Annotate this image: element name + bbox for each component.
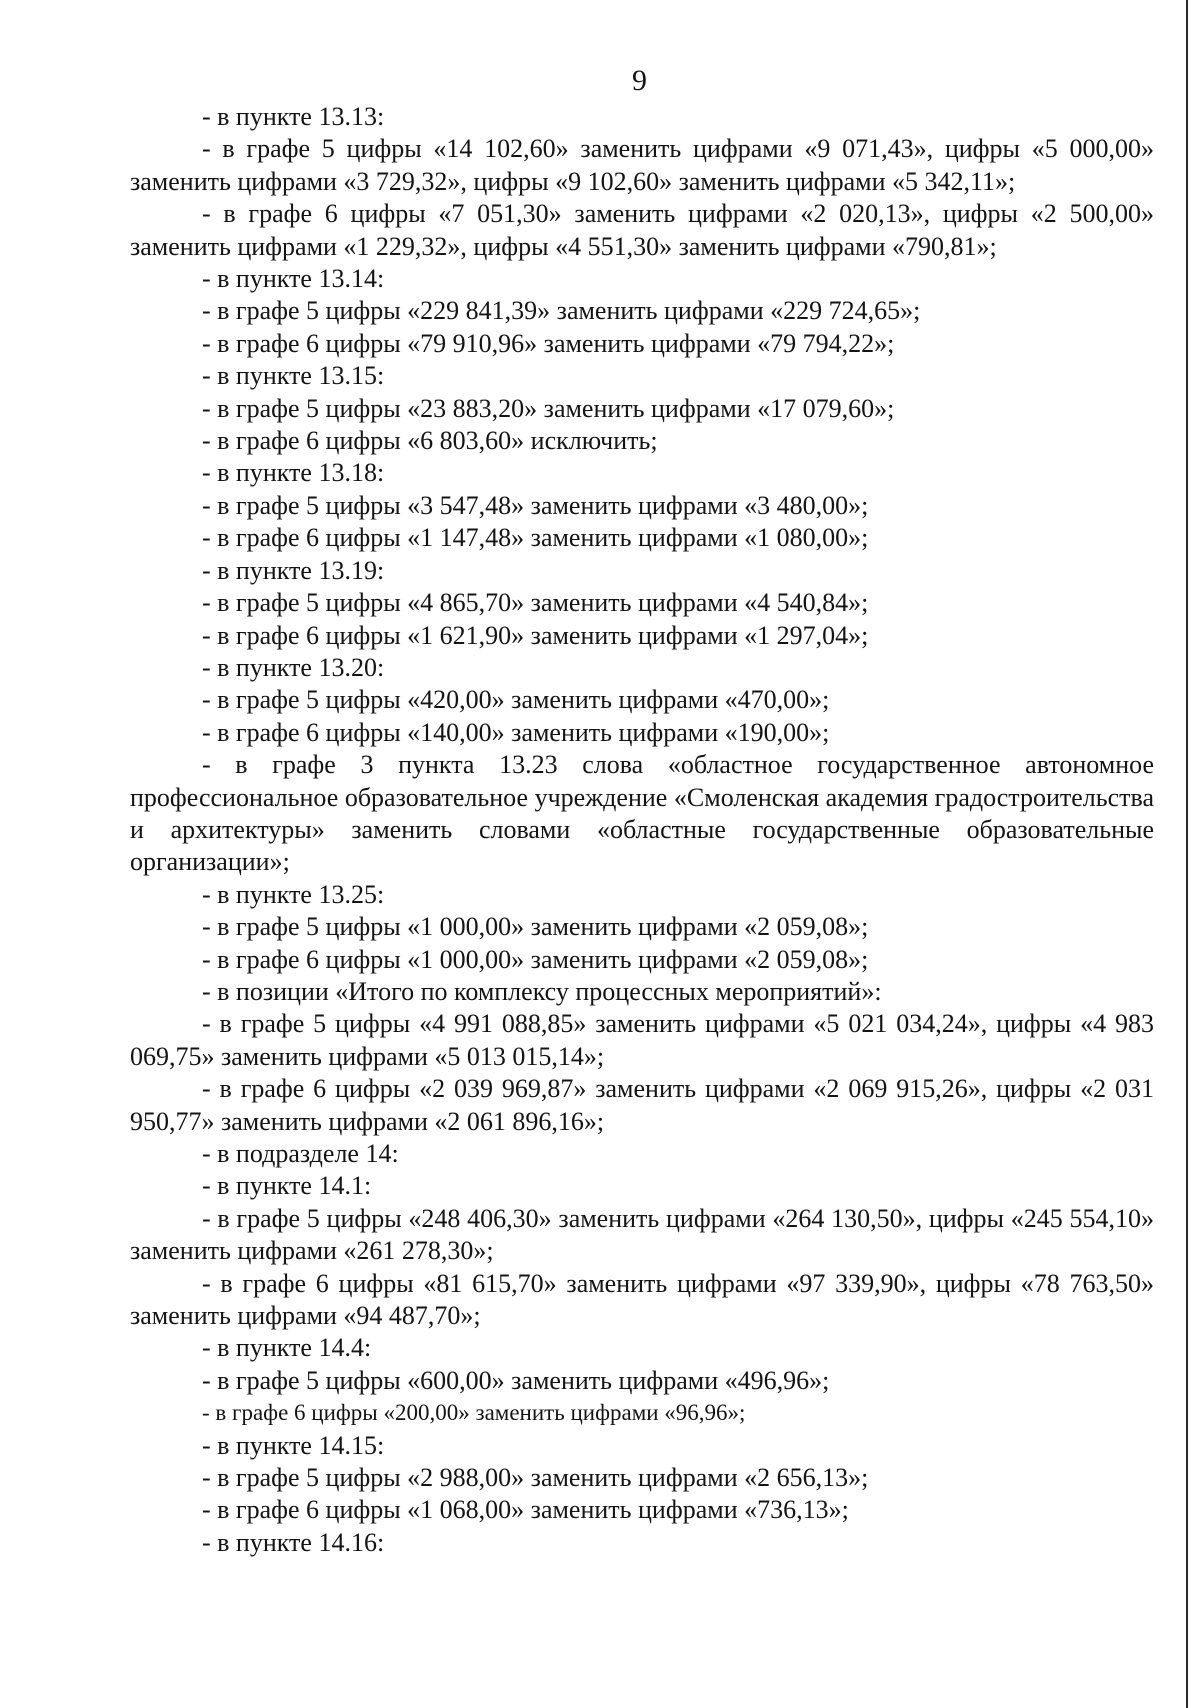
paragraph: - в графе 5 цифры «3 547,48» заменить цифрами «3 480,00»; [202, 490, 869, 520]
paragraph: - в позиции «Итого по комплексу процессных мероприятий»: [202, 976, 882, 1006]
paragraph: - в графе 3 пункта 13.23 слова «областное государственное автономное профессиональное образовательное учреждение «Смоленская академия градостроительства и архитектуры» заменить словами «областные государственные образовательные организации»; [130, 750, 1154, 877]
paragraph: - в пункте 13.15: [202, 361, 385, 391]
paragraph: - в графе 6 цифры «140,00» заменить цифрами «190,00»; [202, 717, 830, 747]
paragraph: - в графе 5 цифры «2 988,00» заменить цифрами «2 656,13»; [202, 1463, 869, 1493]
paragraph: - в пункте 13.19: [202, 555, 385, 585]
paragraph: - в графе 5 цифры «600,00» заменить цифрами «496,96»; [202, 1365, 830, 1395]
paragraph: - в пункте 13.13: [202, 102, 385, 131]
paragraph: - в графе 5 цифры «23 883,20» заменить цифрами «17 079,60»; [202, 393, 895, 423]
paragraph: - в графе 6 цифры «2 039 969,87» заменить цифрами «2 069 915,26», цифры «2 031 950,77» заменить цифрами «2 061 896,16»; [130, 1074, 1154, 1136]
paragraph: - в графе 5 цифры «14 102,60» заменить цифрами «9 071,43», цифры «5 000,00» заменить цифрами «3 729,32», цифры «9 102,60» заменить цифрами «5 342,11»; [130, 134, 1154, 196]
paragraph: - в графе 6 цифры «6 803,60» исключить; [202, 426, 658, 456]
paragraph: - в графе 6 цифры «1 147,48» заменить цифрами «1 080,00»; [202, 523, 869, 553]
paragraph: - в пункте 14.1: [202, 1171, 372, 1201]
paragraph: - в графе 6 цифры «1 068,00» заменить цифрами «736,13»; [202, 1495, 849, 1525]
paragraph: - в графе 5 цифры «4 865,70» заменить цифрами «4 540,84»; [202, 588, 869, 618]
paragraph: - в пункте 13.25: [202, 879, 385, 909]
paragraph: - в пункте 13.14: [202, 264, 385, 294]
paragraph: - в графе 5 цифры «4 991 088,85» заменить цифрами «5 021 034,24», цифры «4 983 069,75» заменить цифрами «5 013 015,14»; [130, 1009, 1154, 1071]
paragraph: - в пункте 14.16: [202, 1527, 385, 1557]
paragraph: - в графе 5 цифры «1 000,00» заменить цифрами «2 059,08»; [202, 912, 869, 942]
paragraph: - в графе 6 цифры «7 051,30» заменить цифрами «2 020,13», цифры «2 500,00» заменить цифрами «1 229,32», цифры «4 551,30» заменить цифрами «790,81»; [130, 199, 1154, 261]
paragraph: - в графе 5 цифры «248 406,30» заменить цифрами «264 130,50», цифры «245 554,10» заменить цифрами «261 278,30»; [130, 1203, 1154, 1266]
paragraph: - в пункте 13.18: [202, 458, 385, 488]
paragraph: - в графе 6 цифры «81 615,70» заменить цифрами «97 339,90», цифры «78 763,50» заменить цифрами «94 487,70»; [130, 1268, 1154, 1331]
paragraph: - в графе 6 цифры «79 910,96» заменить цифрами «79 794,22»; [202, 328, 895, 358]
scan-edge-line [1186, 0, 1188, 1708]
paragraph: - в пункте 13.20: [202, 652, 385, 682]
page-number: 9 [632, 64, 647, 97]
paragraph: - в графе 5 цифры «229 841,39» заменить цифрами «229 724,65»; [202, 296, 921, 326]
paragraph: - в пункте 14.15: [202, 1430, 385, 1460]
paragraph: - в графе 6 цифры «1 000,00» заменить цифрами «2 059,08»; [202, 944, 869, 974]
paragraph: - в графе 6 цифры «200,00» заменить цифрами «96,96»; [202, 1400, 746, 1426]
paragraph: - в графе 5 цифры «420,00» заменить цифрами «470,00»; [202, 685, 830, 715]
paragraph: - в подразделе 14: [202, 1139, 399, 1168]
paragraph: - в графе 6 цифры «1 621,90» заменить цифрами «1 297,04»; [202, 620, 869, 650]
paragraph: - в пункте 14.4: [202, 1333, 372, 1363]
document-body [130, 101, 1154, 1559]
